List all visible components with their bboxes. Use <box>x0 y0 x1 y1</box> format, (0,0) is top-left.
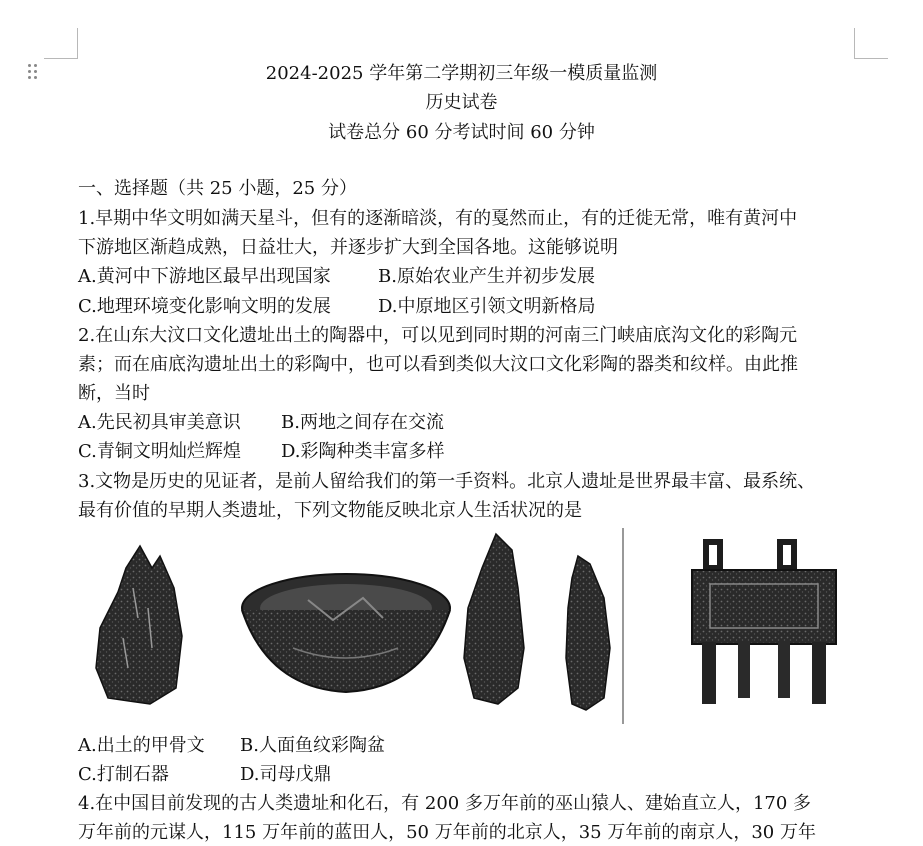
question-4-line-2: 万年前的元谋人，115 万年前的蓝田人，50 万年前的北京人，35 万年前的南京人，30 万年 <box>78 822 816 843</box>
painted-pottery-basin-image <box>242 574 450 692</box>
question-3-line-2: 最有价值的早期人类遗址，下列文物能反映北京人生活状况的是 <box>78 500 582 521</box>
question-3-artifact-figure <box>78 528 852 724</box>
question-1-line-1: 1.早期中华文明如满天星斗，但有的逐渐暗淡，有的戛然而止，有的迁徙无常，唯有黄河中 <box>78 208 798 229</box>
exam-subtitle: 历史试卷 <box>425 92 498 113</box>
question-3-line-1: 3.文物是历史的见证者，是前人留给我们的第一手资料。北京人遗址是世界最丰富、最系统、 <box>78 471 816 492</box>
question-4-line-1: 4.在中国目前发现的古人类遗址和化石，有 200 多万年前的巫山猿人、建始直立人，170 多 <box>78 793 812 814</box>
question-2-line-2: 素；而在庙底沟遗址出土的彩陶中，也可以看到类似大汶口文化彩陶的器类和纹样。由此推 <box>78 354 798 375</box>
exam-title: 2024-2025 学年第二学期初三年级一模质量监测 <box>265 63 658 84</box>
question-2-option-a: A.先民初具审美意识 <box>78 412 241 433</box>
section-heading: 一、选择题（共 25 小题，25 分） <box>78 178 357 199</box>
question-3-option-d: D.司母戊鼎 <box>240 764 332 785</box>
page-corner-mark-top-left <box>44 28 78 59</box>
exam-info: 试卷总分 60 分考试时间 60 分钟 <box>328 122 595 143</box>
question-2-line-3: 断，当时 <box>78 383 150 404</box>
question-2-option-d: D.彩陶种类丰富多样 <box>281 441 445 462</box>
question-1-option-c: C.地理环境变化影响文明的发展 <box>78 296 331 317</box>
bronze-ding-image <box>692 542 836 704</box>
oracle-bone-image <box>96 546 182 704</box>
question-2-line-1: 2.在山东大汶口文化遗址出土的陶器中，可以见到同时期的河南三门峡庙底沟文化的彩陶元 <box>78 325 798 346</box>
question-3-option-a: A.出土的甲骨文 <box>78 735 205 756</box>
question-1-option-b: B.原始农业产生并初步发展 <box>378 266 595 287</box>
chipped-stone-tools-image <box>456 528 626 724</box>
question-2-option-c: C.青铜文明灿烂辉煌 <box>78 441 241 462</box>
question-3-option-c: C.打制石器 <box>78 764 169 785</box>
question-2-option-b: B.两地之间存在交流 <box>281 412 444 433</box>
page-corner-mark-top-right <box>854 28 888 59</box>
question-1-option-d: D.中原地区引领文明新格局 <box>378 296 596 317</box>
question-1-option-a: A.黄河中下游地区最早出现国家 <box>78 266 331 287</box>
question-3-option-b: B.人面鱼纹彩陶盆 <box>240 735 385 756</box>
question-1-line-2: 下游地区渐趋成熟，日益壮大，并逐步扩大到全国各地。这能够说明 <box>78 237 618 258</box>
